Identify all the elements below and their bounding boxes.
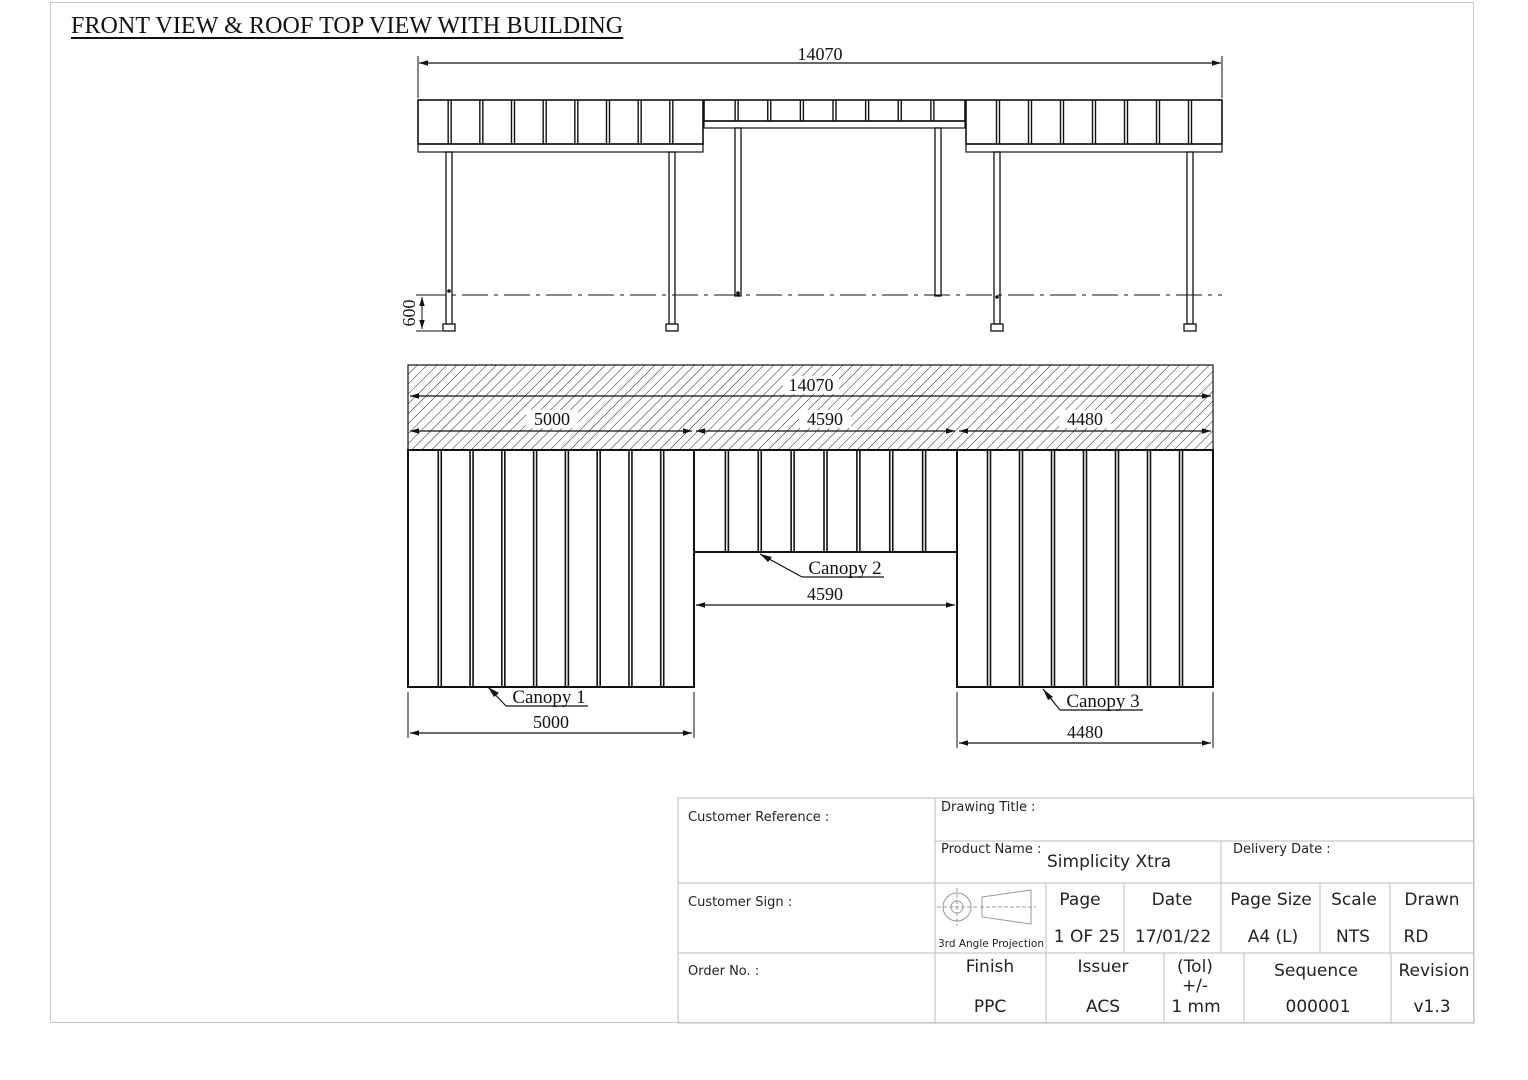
projection-label: 3rd Angle Projection — [938, 938, 1044, 950]
scale-label: Scale — [1331, 890, 1377, 910]
revision-value: v1.3 — [1413, 997, 1451, 1017]
section-dimension-2: 4590 — [807, 409, 843, 429]
issuer-value: ACS — [1086, 997, 1120, 1017]
sequence-label: Sequence — [1274, 961, 1358, 981]
product-name-label: Product Name : — [941, 842, 1042, 857]
page-label: Page — [1059, 890, 1101, 910]
canopy-2-label: Canopy 2 — [808, 558, 882, 579]
section-dimension-3: 4480 — [1067, 409, 1103, 429]
finish-value: PPC — [973, 997, 1007, 1017]
sequence-value: 000001 — [1285, 997, 1351, 1017]
canopy-2-width-dimension: 4590 — [807, 584, 843, 604]
section-dimension-1: 5000 — [534, 409, 570, 429]
page-value: 1 OF 25 — [1053, 927, 1121, 947]
title-block — [678, 798, 1474, 1023]
customer-reference-label: Customer Reference : — [688, 810, 830, 825]
canopy-1-label: Canopy 1 — [512, 687, 586, 708]
product-name-value: Simplicity Xtra — [1047, 852, 1172, 872]
roof-overall-dimension: 14070 — [788, 375, 834, 395]
canopy-1-width-dimension: 5000 — [533, 712, 569, 732]
tolerance-value: 1 mm — [1171, 997, 1221, 1017]
tolerance-label: (Tol) — [1177, 957, 1213, 977]
drawing-heading: FRONT VIEW & ROOF TOP VIEW WITH BUILDING — [71, 13, 624, 39]
drawn-value: RD — [1403, 927, 1429, 947]
drawn-label: Drawn — [1404, 890, 1460, 910]
tolerance-plus-minus: +/- — [1181, 976, 1209, 996]
canopy-3-width-dimension: 4480 — [1067, 722, 1103, 742]
issuer-label: Issuer — [1077, 957, 1129, 977]
drawing-title-label: Drawing Title : — [941, 800, 1036, 815]
order-no-label: Order No. : — [688, 964, 760, 979]
revision-label: Revision — [1398, 961, 1470, 981]
front-overall-dimension: 14070 — [797, 44, 843, 64]
front-view — [416, 56, 1222, 331]
finish-label: Finish — [965, 957, 1015, 977]
page-size-value: A4 (L) — [1247, 927, 1299, 947]
page-size-label: Page Size — [1230, 890, 1312, 910]
customer-sign-label: Customer Sign : — [688, 895, 793, 910]
scale-value: NTS — [1336, 927, 1370, 947]
post-height-dimension: 600 — [399, 299, 419, 327]
third-angle-projection-icon — [937, 888, 1036, 926]
delivery-date-label: Delivery Date : — [1233, 842, 1331, 857]
date-value: 17/01/22 — [1134, 927, 1212, 947]
date-label: Date — [1151, 890, 1193, 910]
canopy-3-label: Canopy 3 — [1066, 691, 1140, 712]
